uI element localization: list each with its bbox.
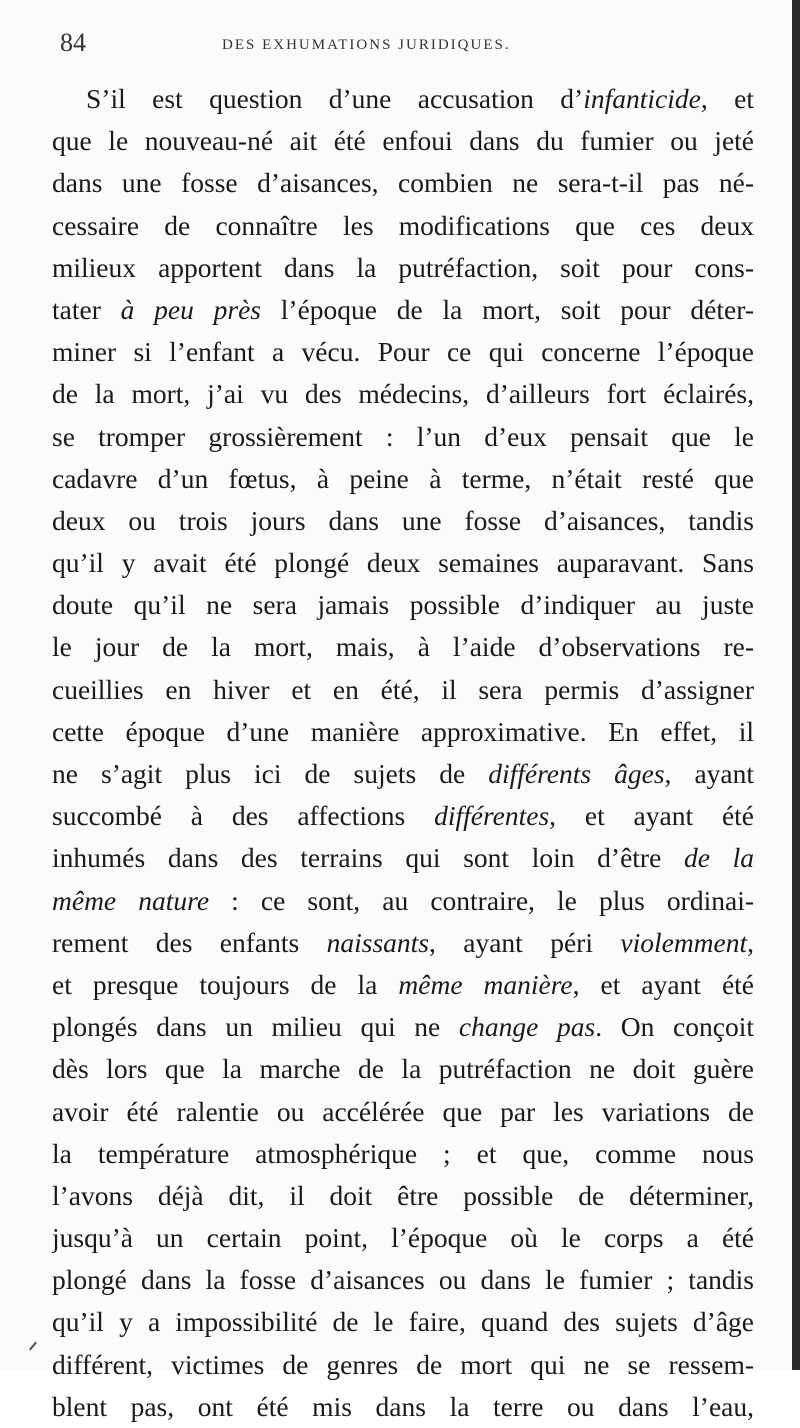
text-run: rement des enfants (52, 926, 327, 958)
text-line (52, 1048, 754, 1090)
text-run: tater (52, 293, 121, 325)
ink-mark (29, 1342, 37, 1351)
text-run: doute qu’il ne sera jamais possible d’indiquer au juste (52, 589, 754, 621)
text-run: S’il est question d’une accusation d’ (86, 83, 584, 114)
text-line (52, 1175, 754, 1217)
text-run: . On conçoit (595, 1011, 754, 1043)
italic-text: différents âges (488, 758, 665, 789)
page-edge (792, 0, 800, 1370)
page-header (60, 28, 760, 64)
text-line (52, 1259, 754, 1301)
italic-text: violemment (620, 926, 748, 958)
text-line (52, 416, 754, 458)
text-line (52, 331, 754, 373)
text-line (52, 964, 754, 1006)
text-line (52, 584, 754, 626)
text-line (52, 880, 754, 922)
text-run: avoir été ralentie ou accélérée que par les variations de (52, 1095, 754, 1127)
text-run: , et ayant été (549, 800, 754, 832)
text-line (52, 626, 754, 668)
italic-text: change pas (458, 1011, 596, 1043)
italic-text: à peu près (120, 293, 262, 325)
text-run: , ayant (664, 758, 754, 789)
text-line (52, 458, 754, 500)
page-number: 84 (60, 28, 86, 57)
italic-text: infanticide (583, 83, 701, 114)
text-run: cette époque d’une manière approximative. En effet, il (52, 715, 754, 747)
text-line (52, 1301, 754, 1343)
text-line (52, 1006, 754, 1048)
text-line (52, 205, 754, 247)
text-run: miner si l’enfant a vécu. Pour ce qui concerne l’époque (52, 336, 754, 368)
text-run: jusqu’à un certain point, l’époque où le corps a été (52, 1222, 754, 1254)
text-run: et presque toujours de la (52, 968, 399, 1000)
running-head: DES EXHUMATIONS JURIDIQUES. (222, 37, 511, 53)
text-run: de la mort, j’ai vu des médecins, d’ailleurs fort éclairés, (52, 378, 754, 410)
italic-text: même manière (398, 968, 573, 1000)
text-line (52, 711, 754, 753)
text-run: se tromper grossièrement : l’un d’eux pensait que le (52, 420, 754, 452)
text-line (52, 922, 754, 964)
text-line (52, 669, 754, 711)
text-line (52, 1344, 754, 1386)
text-line (52, 1217, 754, 1259)
text-line (52, 1133, 754, 1175)
text-run: la température atmosphérique ; et que, comme nous (52, 1137, 754, 1169)
text-run: qu’il y avait été plongé deux semaines auparavant. Sans (52, 547, 754, 579)
text-line (52, 542, 754, 584)
text-run: qu’il y a impossibilité de le faire, quand des sujets d’âge (52, 1306, 754, 1338)
text-run: blent pas, ont été mis dans la terre ou dans l’eau, (52, 1390, 754, 1422)
text-line (52, 373, 754, 415)
text-run: , et (700, 83, 754, 114)
text-run: que le nouveau-né ait été enfoui dans du fumier ou jeté (52, 125, 754, 157)
text-run: , et ayant été (572, 968, 754, 1000)
text-line (52, 1386, 754, 1428)
italic-text: de la (683, 842, 754, 874)
text-line (52, 1091, 754, 1133)
text-line (52, 247, 754, 289)
text-run: inhumés dans des terrains qui sont loin d’être (52, 842, 684, 874)
text-run: , (747, 926, 754, 958)
text-line (52, 289, 754, 331)
text-run: dès lors que la marche de la putréfaction ne doit guère (52, 1053, 754, 1085)
text-run: , ayant péri (429, 926, 621, 958)
text-run: ne s’agit plus ici de sujets de (52, 758, 489, 789)
text-line (52, 120, 754, 162)
text-run: l’avons déjà dit, il doit être possible de déterminer, (52, 1179, 754, 1211)
text-line (52, 162, 754, 204)
text-run: succombé à des affections (52, 800, 435, 832)
text-run: cessaire de connaître les modifications que ces deux (52, 209, 754, 241)
text-line (52, 795, 754, 837)
text-line (52, 753, 754, 795)
italic-text: même nature (52, 884, 210, 916)
italic-text: différentes (434, 800, 550, 832)
text-run: : ce sont, au contraire, le plus ordinai- (209, 884, 754, 916)
text-run: cueillies en hiver et en été, il sera permis d’assigner (52, 673, 754, 705)
text-line (52, 837, 754, 879)
body-text (52, 78, 754, 1428)
text-line (52, 78, 754, 120)
text-run: plongés dans un milieu qui ne (52, 1011, 459, 1043)
text-line (52, 500, 754, 542)
text-run: plongé dans la fosse d’aisances ou dans le fumier ; tandis (52, 1264, 754, 1296)
text-run: l’époque de la mort, soit pour déter- (261, 293, 754, 325)
text-run: cadavre d’un fœtus, à peine à terme, n’était resté que (52, 462, 754, 494)
text-run: le jour de la mort, mais, à l’aide d’observations re- (52, 631, 754, 663)
text-run: milieux apportent dans la putréfaction, soit pour cons- (52, 251, 754, 283)
text-run: deux ou trois jours dans une fosse d’aisances, tandis (52, 504, 754, 536)
text-run: dans une fosse d’aisances, combien ne sera-t-il pas né- (52, 167, 754, 199)
text-run: différent, victimes de genres de mort qui ne se ressem- (52, 1348, 754, 1380)
italic-text: naissants (326, 926, 429, 958)
